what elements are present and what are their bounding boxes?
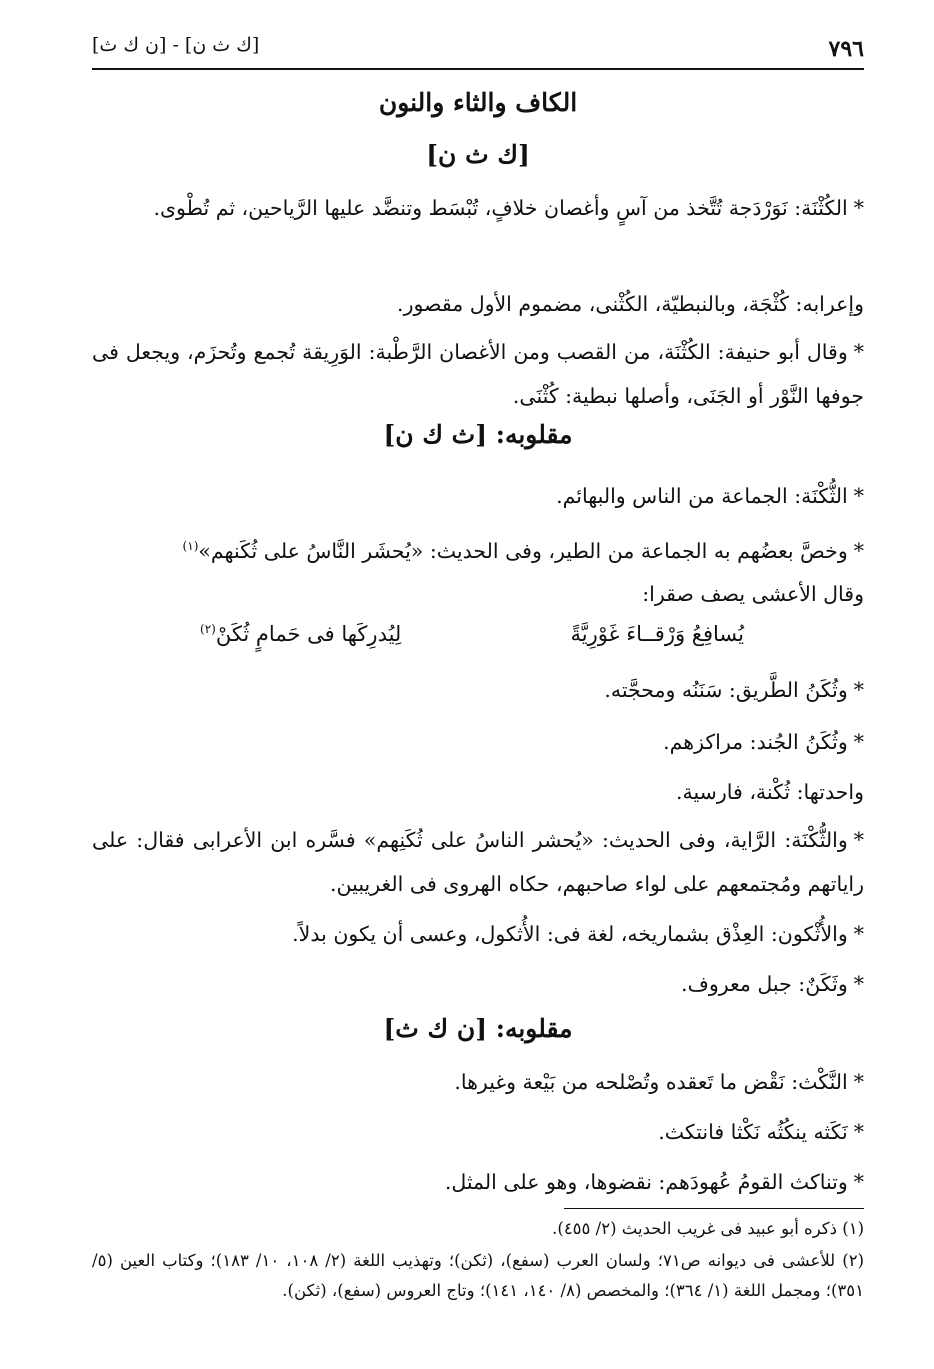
footnote-1: (١) ذكره أبو عبيد فى غريب الحديث (٢/ ٤٥٥). xyxy=(552,1219,864,1238)
star-bullet: * xyxy=(853,678,864,702)
chapter-title: الكاف والثاء والنون xyxy=(378,88,578,117)
entry-wahidatuha xyxy=(92,770,864,814)
footnote-ref[interactable]: (٢) xyxy=(200,622,216,636)
star-bullet: * xyxy=(853,196,864,220)
root-heading: [ك ث ن] xyxy=(426,140,530,169)
entry-thukan-jund xyxy=(92,720,864,764)
entry-text: وثُكَنُ الجُند: مراكزهم. xyxy=(663,730,848,754)
entry-nakathahu xyxy=(92,1110,864,1154)
section-heading-thkn: مقلوبه: [ث ك ن] xyxy=(383,420,573,449)
footnote-rule xyxy=(564,1208,864,1209)
poetry-verse xyxy=(200,622,744,658)
entry-text: وثَكَنٌ: جبل معروف. xyxy=(681,972,848,996)
star-bullet: * xyxy=(853,730,864,754)
star-bullet: * xyxy=(853,1120,864,1144)
star-bullet: * xyxy=(853,922,864,946)
entry-text: النَّكْث: نَقْض ما تَعقده وتُصْلحه من بَيْعة وغيرها. xyxy=(454,1070,848,1094)
star-bullet: * xyxy=(853,538,864,563)
entry-hadith xyxy=(92,524,864,573)
entry-text: واحدتها: ثُكْنة، فارسية. xyxy=(675,780,864,804)
verse-second-hemistich xyxy=(200,622,401,646)
entry-iraab xyxy=(92,282,864,326)
entry-text: وثُكَنُ الطَّريق: سَنَنُه ومحجَّته. xyxy=(604,678,848,702)
entry-text: وتناكث القومُ عُهودَهم: نقضوها، وهو على المثل. xyxy=(444,1170,848,1194)
entry-nakth xyxy=(92,1060,864,1104)
entry-text: وخصَّ بعضُهم به الجماعة من الطير، وفى الحديث: «يُحشَر النَّاسُ على ثُكَنهم» xyxy=(198,538,848,563)
entry-text: نَكَثه ينكُثُه نَكْثا فانتكث. xyxy=(658,1120,848,1144)
entry-text: الثُّكْنَة: الجماعة من الناس والبهائم. xyxy=(556,484,848,508)
star-bullet: * xyxy=(853,1070,864,1094)
entry-text: الكُثْنَة: نَوَرْدَجة تُتَّخذ من آسٍ وأغصان خلافٍ، تُبْسَط وتنضَّد عليها الرَّياحين، ثم تُطْوى. xyxy=(153,196,848,220)
poet-intro xyxy=(92,572,864,616)
entry-thukan-tariq xyxy=(92,668,864,712)
star-bullet: * xyxy=(853,972,864,996)
entry-uthkun xyxy=(92,912,864,956)
entry-tanakatha xyxy=(92,1160,864,1204)
verse-second-text: لِيُدرِكَها فى حَمامٍ ثُكَنْ xyxy=(215,622,402,646)
entry-text: والثُّكْنَة: الرَّاية، وفى الحديث: «يُحشر الناسُ على ثُكَنِهم» فسَّره ابن الأعرابى فقال: على راياتهم ومُجتمعهم على لواء صاحبهم، حكاه الهروى فى الغريبين. xyxy=(92,828,864,896)
page-header xyxy=(92,28,864,68)
entry-text: وإعرابه: كُثْجَة، وبالنبطيّة، الكُثْنى، مضموم الأول مقصور. xyxy=(397,292,864,316)
footnote-2: (٢) للأعشى فى ديوانه ص٧١؛ ولسان العرب (سفع)، (ثكن)؛ وتهذيب اللغة (٢/ ١٠٨، ١٠/ ١٨٣)؛ وكتاب العين (٥/ ٣٥١)؛ ومجمل اللغة (١/ ٣٦٤)؛ والمخصص (٨/ ١٤٠، ١٤١)؛ وتاج العروس (سفع)، (ثكن). xyxy=(92,1251,865,1300)
star-bullet: * xyxy=(853,484,864,508)
entry-kuthna xyxy=(92,186,864,230)
entry-thakan-mountain xyxy=(92,962,864,1006)
footnote-ref[interactable]: (١) xyxy=(182,539,199,553)
header-rule xyxy=(92,68,864,70)
star-bullet: * xyxy=(853,1170,864,1194)
entry-text: وقال الأعشى يصف صقرا: xyxy=(642,582,864,606)
verse-first-hemistich: يُسافِعُ وَرْقــاءَ غَوْرِيَّةً xyxy=(570,622,744,646)
entry-text: وقال أبو حنيفة: الكُثْنَة، من القصب ومن الأغصان الرَّطْبة: الوَرِيقة تُجمع وتُحزَم، ويجعل فى جوفها النَّوْر أو الجَنَى، وأصلها نبطية: كُثْنَى. xyxy=(92,340,864,408)
running-head: [ك ث ن] - [ن ك ث] xyxy=(92,34,260,56)
section-heading-nkth: مقلوبه: [ن ك ث] xyxy=(383,1014,573,1043)
entry-thukna xyxy=(92,474,864,518)
entry-text: والأُثْكون: العِذْق بشماريخه، لغة فى: الأُثكول، وعسى أن يكون بدلاً. xyxy=(292,922,848,946)
entry-abu-hanifa xyxy=(92,330,864,418)
star-bullet: * xyxy=(853,828,864,852)
entry-raya xyxy=(92,818,864,906)
page-number: ٧٩٦ xyxy=(828,36,864,62)
star-bullet: * xyxy=(853,340,864,364)
